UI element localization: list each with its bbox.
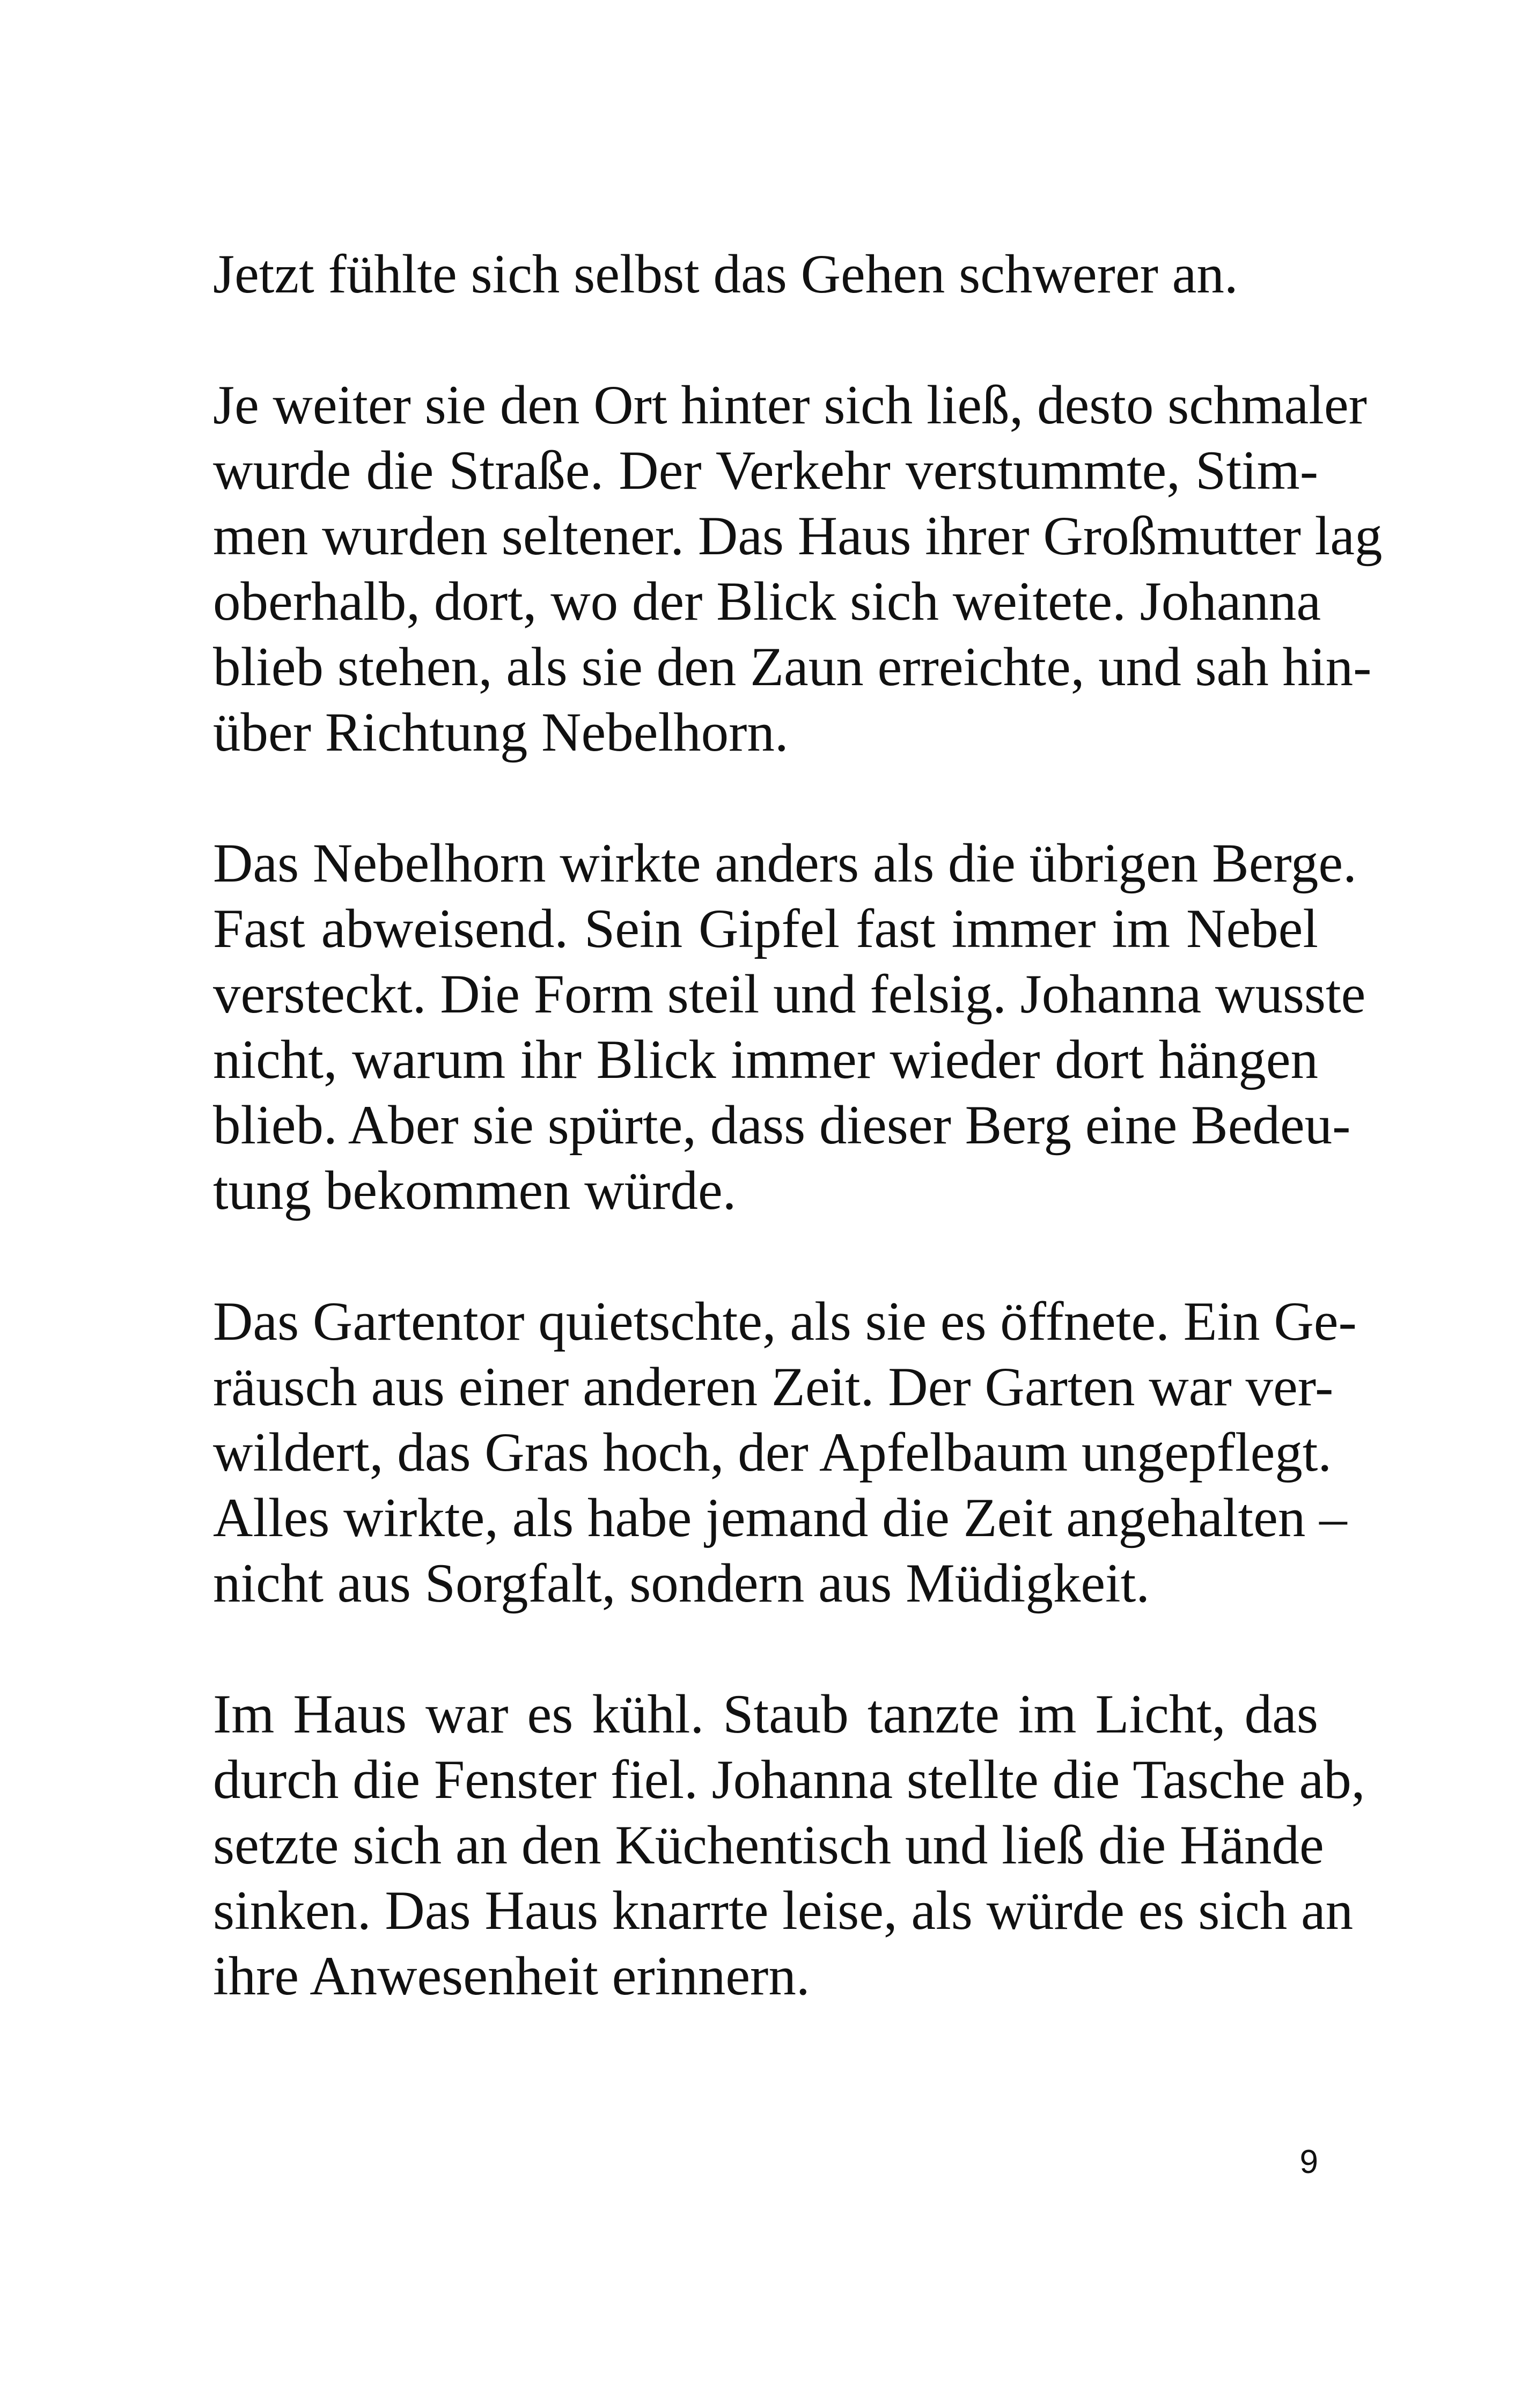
text-line: Alles wirkte, als habe jemand die Zeit angehalten – bbox=[213, 1487, 1347, 1548]
text-line: tung bekommen würde. bbox=[213, 1160, 737, 1221]
text-line: Jetzt fühlte sich selbst das Gehen schwerer an. bbox=[213, 244, 1238, 305]
paragraph-3 bbox=[213, 831, 1366, 1223]
text-line: versteckt. Die Form steil und felsig. Johanna wusste bbox=[213, 964, 1366, 1025]
text-line: wurde die Straße. Der Verkehr verstummte, Stim- bbox=[213, 440, 1318, 501]
text-line: Je weiter sie den Ort hinter sich ließ, desto schmaler bbox=[213, 375, 1367, 436]
text-line: Im Haus war es kühl. Staub tanzte im Licht, das bbox=[213, 1684, 1318, 1745]
text-line: über Richtung Nebelhorn. bbox=[213, 702, 789, 763]
text-line: setzte sich an den Küchentisch und ließ die Hände bbox=[213, 1815, 1324, 1876]
paragraph-4 bbox=[213, 1289, 1357, 1616]
paragraph-1 bbox=[213, 241, 1318, 307]
text-line: Das Gartentor quietschte, als sie es öffnete. Ein Ge- bbox=[213, 1291, 1357, 1352]
text-line: durch die Fenster fiel. Johanna stellte die Tasche ab, bbox=[213, 1749, 1365, 1810]
text-line: wildert, das Gras hoch, der Apfelbaum ungepflegt. bbox=[213, 1422, 1332, 1483]
text-line: nicht aus Sorgfalt, sondern aus Müdigkeit. bbox=[213, 1553, 1150, 1614]
text-line: oberhalb, dort, wo der Blick sich weitete. Johanna bbox=[213, 571, 1321, 632]
text-line: Das Nebelhorn wirkte anders als die übrigen Berge. bbox=[213, 833, 1357, 894]
paragraph-2 bbox=[213, 372, 1383, 765]
text-line: sinken. Das Haus knarrte leise, als würde es sich an bbox=[213, 1880, 1354, 1941]
text-line: men wurden seltener. Das Haus ihrer Großmutter lag bbox=[213, 505, 1383, 567]
text-line: blieb stehen, als sie den Zaun erreichte, und sah hin- bbox=[213, 636, 1372, 698]
text-line: ihre Anwesenheit erinnern. bbox=[213, 1946, 810, 2007]
paragraph-5 bbox=[213, 1682, 1365, 2009]
page-number: 9 bbox=[1299, 2143, 1318, 2181]
text-line: räusch aus einer anderen Zeit. Der Garten war ver- bbox=[213, 1356, 1334, 1418]
text-line: blieb. Aber sie spürte, dass dieser Berg eine Bedeu- bbox=[213, 1095, 1351, 1156]
text-line: Fast abweisend. Sein Gipfel fast immer im Nebel bbox=[213, 898, 1318, 959]
body-text bbox=[213, 241, 1383, 2074]
text-line: nicht, warum ihr Blick immer wieder dort hängen bbox=[213, 1029, 1318, 1090]
